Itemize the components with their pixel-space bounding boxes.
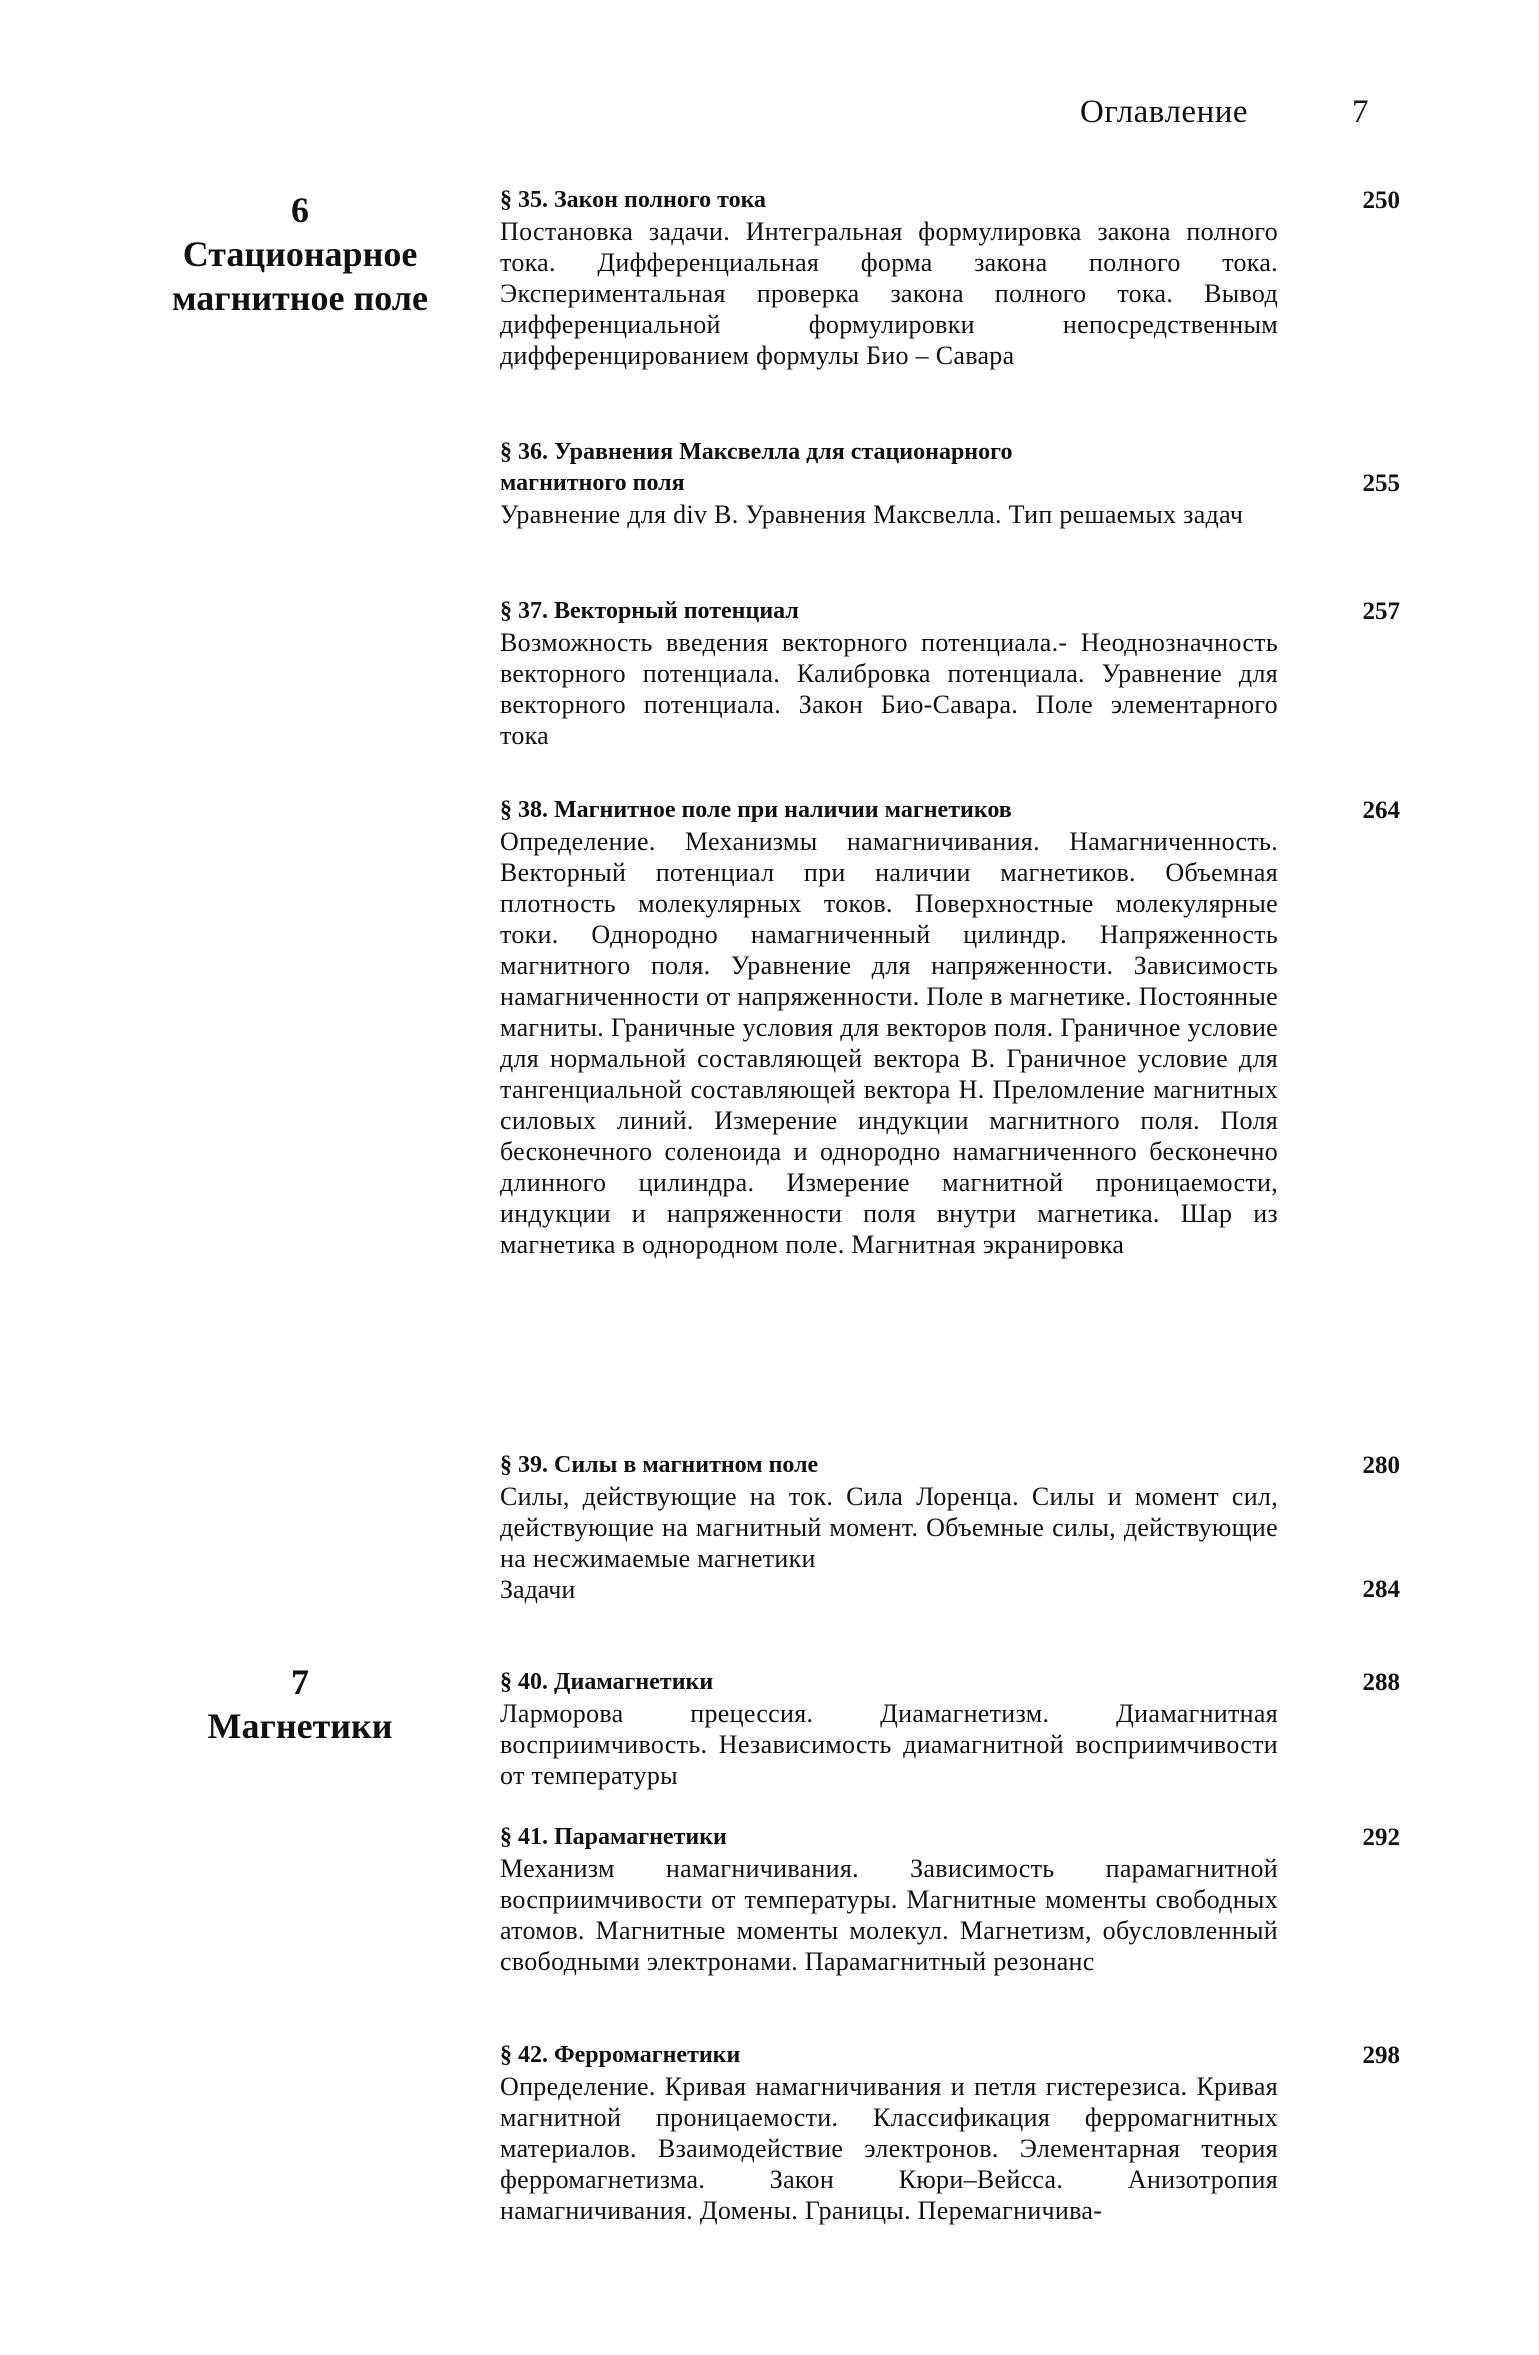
section-heading <box>500 2040 1280 2071</box>
tasks-label: Задачи <box>500 1575 576 1604</box>
section-description: Уравнение для div B. Уравнения Максвелла. Тип решаемых задач <box>500 500 1244 529</box>
section-page-number: 255 <box>1362 470 1400 497</box>
section-description: Определение. Механизмы намагничивания. Намагниченность. Векторный потенциал при наличии магнетиков. Объемная плотность молекулярных токов. Поверхностные молекулярные токи. Однородно намагниченный цилиндр. Напряженность магнитного поля. Уравнение для напряженности. Зависимость намагниченности от напряженности. Поле в магнетике. Постоянные магниты. Граничные условия для векторов поля. Граничное условие для нормальной составляющей вектора B. Граничное условие для тангенциальной составляющей вектора H. Преломление магнитных силовых линий. Измерение индукции магнитного поля. Поля бесконечного соленоида и однородно намагниченного бесконечно длинного цилиндра. Измерение магнитной проницаемости, индукции и напряженности поля внутри магнетика. Шар из магнетика в однородном поле. Магнитная экранировка <box>500 827 1278 1259</box>
chapter-7-heading <box>150 1660 450 1748</box>
section-heading <box>500 1667 1280 1698</box>
toc-section-39 <box>500 1450 1400 1605</box>
section-page-number: 298 <box>1362 2042 1400 2069</box>
tasks-page-number: 284 <box>1362 1576 1400 1603</box>
section-title: § 39. Силы в магнитном поле <box>500 1452 819 1478</box>
section-page-number: 250 <box>1362 187 1400 214</box>
section-title-line: § 36. Уравнения Максвелла для стационарного <box>500 439 1013 465</box>
toc-section-40 <box>500 1667 1400 1791</box>
chapter-6-heading <box>150 188 450 320</box>
section-heading <box>500 795 1280 826</box>
section-heading <box>500 596 1280 627</box>
section-page-number: 280 <box>1362 1452 1400 1479</box>
section-description: Ларморова прецессия. Диамагнетизм. Диамагнитная восприимчивость. Независимость диамагнитной восприимчивости от температуры <box>500 1699 1278 1790</box>
running-header <box>1060 92 1390 132</box>
section-title: § 35. Закон полного тока <box>500 187 767 213</box>
section-description: Постановка задачи. Интегральная формулировка закона полного тока. Дифференциальная форма закона полного тока. Экспериментальная проверка закона полного тока. Вывод дифференциальной формулировки непосредственным дифференцированием формулы Био – Савара <box>500 217 1278 370</box>
chapter-title-line: Магнетики <box>207 1706 393 1746</box>
chapter-title-line: Стационарное <box>182 234 418 274</box>
section-description: Механизм намагничивания. Зависимость парамагнитной восприимчивости от температуры. Магнитные моменты свободных атомов. Магнитные моменты молекул. Магнетизм, обусловленный свободными электронами. Парамагнитный резонанс <box>500 1854 1278 1976</box>
header-page-number: 7 <box>1352 94 1369 130</box>
section-title: § 37. Векторный потенциал <box>500 598 799 624</box>
toc-section-42 <box>500 2040 1400 2226</box>
section-page-number: 292 <box>1362 1824 1400 1851</box>
chapter-title-line: магнитное поле <box>172 278 428 318</box>
section-title: § 41. Парамагнетики <box>500 1824 727 1850</box>
section-heading <box>500 1450 1280 1481</box>
chapter-number: 7 <box>291 1662 309 1702</box>
toc-section-38 <box>500 795 1400 1260</box>
section-description: Силы, действующие на ток. Сила Лоренца. Силы и момент сил, действующие на магнитный момент. Объемные силы, действующие на несжимаемые магнетики <box>500 1482 1278 1573</box>
section-title: § 42. Ферромагнетики <box>500 2042 741 2068</box>
toc-section-35 <box>500 185 1400 371</box>
toc-section-41 <box>500 1822 1400 1977</box>
chapter-number: 6 <box>291 190 309 230</box>
section-heading <box>500 1822 1280 1853</box>
section-heading <box>500 437 1280 499</box>
toc-section-37 <box>500 596 1400 751</box>
tasks-entry <box>500 1574 1400 1605</box>
section-page-number: 257 <box>1362 598 1400 625</box>
toc-section-36 <box>500 437 1400 530</box>
section-title-line: магнитного поля <box>500 470 685 496</box>
section-description: Определение. Кривая намагничивания и петля гистерезиса. Кривая магнитной проницаемости. Классификация ферромагнитных материалов. Взаимодействие электронов. Элементарная теория ферромагнетизма. Закон Кюри–Вейсса. Анизотропия намагничивания. Домены. Границы. Перемагничива- <box>500 2072 1278 2225</box>
section-heading <box>500 185 1280 216</box>
header-title: Оглавление <box>1080 94 1249 130</box>
section-page-number: 264 <box>1362 797 1400 824</box>
section-title: § 38. Магнитное поле при наличии магнетиков <box>500 797 1012 823</box>
section-title: § 40. Диамагнетики <box>500 1669 714 1695</box>
section-description: Возможность введения векторного потенциала.- Неоднозначность векторного потенциала. Калибровка потенциала. Уравнение для векторного потенциала. Закон Био-Савара. Поле элементарного тока <box>500 628 1278 750</box>
section-page-number: 288 <box>1362 1669 1400 1696</box>
